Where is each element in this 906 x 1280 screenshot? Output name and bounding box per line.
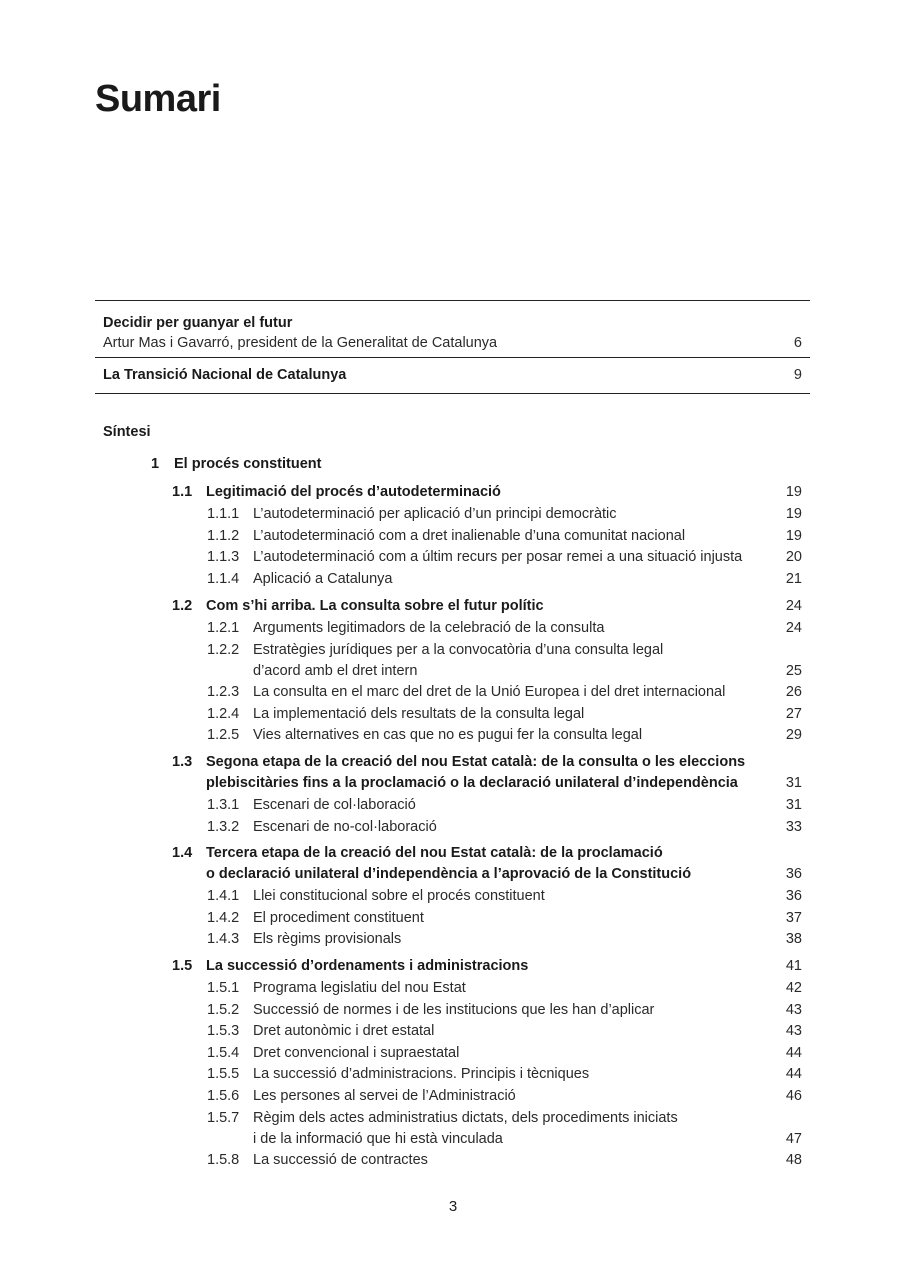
section-title[interactable]: Com s’hi arriba. La consulta sobre el futur polític <box>206 598 544 614</box>
subsection-title[interactable]: Els règims provisionals <box>253 931 402 948</box>
section-title[interactable]: Segona etapa de la creació del nou Estat català: de la consulta o les eleccions <box>206 754 746 770</box>
subsection-title[interactable]: La successió de contractes <box>253 1152 428 1169</box>
subsection-number: 1.1.2 <box>207 527 240 544</box>
divider <box>95 357 810 358</box>
subsection-number: 1.2.1 <box>207 620 240 636</box>
subsection-number: 1.1.3 <box>207 549 240 566</box>
divider <box>95 393 810 394</box>
subsection-title[interactable]: Arguments legitimadors de la celebració de la consulta <box>253 620 605 636</box>
subsection-title[interactable]: Escenari de no-col·laboració <box>253 818 437 835</box>
section-number: 1.1 <box>172 484 193 500</box>
section-number: 1.4 <box>172 845 193 861</box>
subsection-title[interactable]: La successió d’administracions. Principis i tècniques <box>253 1066 590 1083</box>
section-title[interactable]: Legitimació del procés d’autodeterminació <box>206 484 501 500</box>
section-title[interactable]: La successió d’ordenaments i administracions <box>206 958 529 974</box>
section-number: 1.5 <box>172 958 193 974</box>
subsection-title[interactable]: L’autodeterminació com a dret inalienable d’una comunitat nacional <box>253 527 686 544</box>
subsection-page: 24 <box>785 620 802 636</box>
subsection-title[interactable]: Aplicació a Catalunya <box>253 570 393 587</box>
section-heading: Síntesi <box>103 424 151 440</box>
subsection-title[interactable]: Llei constitucional sobre el procés constituent <box>253 888 545 904</box>
subsection-page: 20 <box>785 549 802 566</box>
subsection-title[interactable]: Successió de normes i de les institucions que les han d’aplicar <box>253 1001 655 1018</box>
subsection-title[interactable]: Dret convencional i supraestatal <box>253 1044 460 1061</box>
subsection-title[interactable]: Les persones al servei de l’Administració <box>253 1088 516 1104</box>
subsection-page: 48 <box>785 1152 802 1169</box>
subsection-page: 43 <box>785 1001 802 1018</box>
intro-page: 6 <box>793 335 802 351</box>
subsection-page: 19 <box>785 527 802 544</box>
subsection-page: 25 <box>785 662 802 679</box>
subsection-title[interactable]: Estratègies jurídiques per a la convocatòria d’una consulta legal <box>253 641 664 658</box>
subsection-title[interactable]: El procediment constituent <box>253 909 424 926</box>
subsection-page: 31 <box>785 797 802 813</box>
subsection-title[interactable]: Vies alternatives en cas que no es pugui fer la consulta legal <box>253 727 643 744</box>
subsection-page: 42 <box>785 980 802 996</box>
subsection-number: 1.5.3 <box>207 1023 240 1040</box>
subsection-page: 47 <box>785 1130 802 1147</box>
subsection-page: 26 <box>785 684 802 701</box>
section-page: 41 <box>785 958 802 974</box>
subsection-number: 1.2.3 <box>207 684 240 701</box>
subsection-page: 29 <box>785 727 802 744</box>
subsection-page: 37 <box>785 909 802 926</box>
subsection-page: 19 <box>785 506 802 522</box>
subsection-number: 1.5.5 <box>207 1066 240 1083</box>
subsection-page: 33 <box>785 818 802 835</box>
section-title[interactable]: o declaració unilateral d’independència a l’aprovació de la Constitució <box>206 866 692 882</box>
subsection-page: 43 <box>785 1023 802 1040</box>
chapter-number: 1 <box>151 456 160 472</box>
subsection-page: 21 <box>785 570 802 587</box>
divider <box>95 300 810 301</box>
section-number: 1.2 <box>172 598 193 614</box>
subsection-number: 1.3.2 <box>207 818 240 835</box>
subsection-page: 36 <box>785 888 802 904</box>
subsection-title[interactable]: La consulta en el marc del dret de la Unió Europea i del dret internacional <box>253 684 726 701</box>
page-number: 3 <box>448 1198 458 1215</box>
subsection-page: 38 <box>785 931 802 948</box>
subsection-number: 1.5.4 <box>207 1044 240 1061</box>
subsection-title[interactable]: Règim dels actes administratius dictats, dels procediments iniciats <box>253 1109 678 1126</box>
section-page: 19 <box>785 484 802 500</box>
subsection-number: 1.4.2 <box>207 909 240 926</box>
intro-title[interactable]: La Transició Nacional de Catalunya <box>103 367 347 383</box>
subsection-number: 1.3.1 <box>207 797 240 813</box>
intro-page: 9 <box>793 367 802 383</box>
subsection-title[interactable]: Programa legislatiu del nou Estat <box>253 980 466 996</box>
subsection-number: 1.1.1 <box>207 506 240 522</box>
subsection-number: 1.2.5 <box>207 727 240 744</box>
subsection-number: 1.5.1 <box>207 980 240 996</box>
subsection-title[interactable]: d’acord amb el dret intern <box>253 662 418 679</box>
subsection-number: 1.4.1 <box>207 888 240 904</box>
subsection-number: 1.1.4 <box>207 570 240 587</box>
subsection-page: 44 <box>785 1066 802 1083</box>
intro-title[interactable]: Decidir per guanyar el futur <box>103 315 293 331</box>
subsection-number: 1.4.3 <box>207 931 240 948</box>
section-page: 24 <box>785 598 802 614</box>
subsection-title[interactable]: L’autodeterminació com a últim recurs per posar remei a una situació injusta <box>253 549 743 566</box>
subsection-number: 1.2.2 <box>207 641 240 658</box>
subsection-title[interactable]: La implementació dels resultats de la consulta legal <box>253 705 585 722</box>
subsection-number: 1.2.4 <box>207 705 240 722</box>
subsection-title[interactable]: i de la informació que hi està vinculada <box>253 1130 503 1147</box>
subsection-number: 1.5.7 <box>207 1109 240 1126</box>
subsection-number: 1.5.8 <box>207 1152 240 1169</box>
section-title[interactable]: Tercera etapa de la creació del nou Estat català: de la proclamació <box>206 845 663 861</box>
subsection-title[interactable]: Escenari de col·laboració <box>253 797 416 813</box>
subsection-number: 1.5.2 <box>207 1001 240 1018</box>
page-title: Sumari <box>95 78 221 120</box>
section-page: 36 <box>785 866 802 882</box>
subsection-title[interactable]: L’autodeterminació per aplicació d’un principi democràtic <box>253 506 617 522</box>
chapter-title[interactable]: El procés constituent <box>174 456 322 472</box>
intro-subtitle: Artur Mas i Gavarró, president de la Generalitat de Catalunya <box>103 335 498 351</box>
section-title[interactable]: plebiscitàries fins a la proclamació o la declaració unilateral d’independència <box>206 775 738 791</box>
subsection-page: 44 <box>785 1044 802 1061</box>
subsection-page: 27 <box>785 705 802 722</box>
subsection-page: 46 <box>785 1088 802 1104</box>
section-page: 31 <box>785 775 802 791</box>
subsection-number: 1.5.6 <box>207 1088 240 1104</box>
section-number: 1.3 <box>172 754 193 770</box>
subsection-title[interactable]: Dret autonòmic i dret estatal <box>253 1023 435 1040</box>
